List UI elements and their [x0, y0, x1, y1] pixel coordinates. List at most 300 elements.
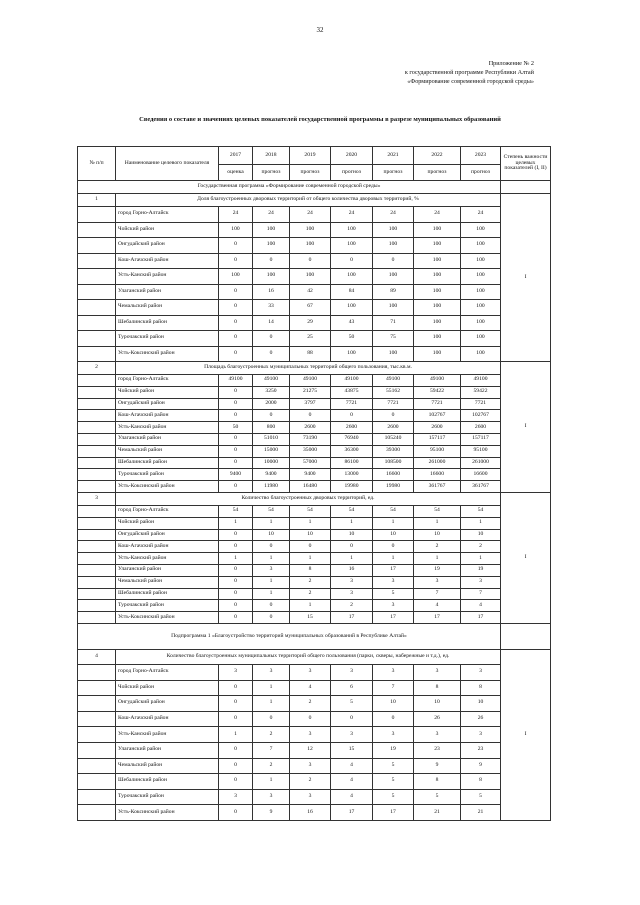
value-cell: 2	[253, 758, 290, 774]
value-cell: 0	[253, 612, 290, 624]
value-cell: 7721	[331, 398, 373, 410]
value-cell: 0	[219, 564, 253, 576]
empty-number-cell	[78, 222, 116, 238]
value-cell: 19980	[331, 481, 373, 493]
value-cell: 1	[331, 553, 373, 565]
value-cell: 12	[290, 742, 331, 758]
municipality-name: Усть-Коксинский район	[116, 805, 219, 821]
value-cell: 3	[373, 727, 414, 743]
municipality-name: Турочакский район	[116, 331, 219, 347]
value-cell: 1	[219, 517, 253, 529]
value-cell: 10	[461, 529, 501, 541]
value-cell: 0	[219, 315, 253, 331]
value-cell: 0	[331, 711, 373, 727]
empty-number-cell	[78, 331, 116, 347]
value-cell: 0	[253, 541, 290, 553]
value-cell: 100	[414, 331, 461, 347]
value-cell: 100	[461, 346, 501, 362]
table-row	[78, 433, 551, 445]
table-row	[78, 805, 551, 821]
value-cell: 57000	[290, 457, 331, 469]
value-cell: 0	[219, 529, 253, 541]
value-cell: 1	[253, 774, 290, 790]
value-cell: 100	[373, 269, 414, 285]
value-cell: 16600	[373, 469, 414, 481]
value-cell: 1	[414, 517, 461, 529]
value-cell: 100	[414, 284, 461, 300]
value-cell: 100	[290, 269, 331, 285]
value-cell: 2	[290, 774, 331, 790]
value-cell: 17	[373, 612, 414, 624]
value-cell: 108500	[373, 457, 414, 469]
value-cell: 10	[253, 529, 290, 541]
value-cell: 26	[461, 711, 501, 727]
value-cell: 0	[219, 711, 253, 727]
indicator-row	[78, 492, 551, 505]
value-cell: 3	[331, 588, 373, 600]
municipality-name: Усть-Канский район	[116, 422, 219, 434]
value-cell: 55162	[373, 386, 414, 398]
value-cell: 7721	[461, 398, 501, 410]
value-cell: 105240	[373, 433, 414, 445]
value-cell: 10	[414, 696, 461, 712]
empty-number-cell	[78, 398, 116, 410]
municipality-name: Чемальский район	[116, 758, 219, 774]
value-cell: 59422	[414, 386, 461, 398]
empty-number-cell	[78, 253, 116, 269]
value-cell: 17	[373, 805, 414, 821]
value-cell: 3	[253, 789, 290, 805]
value-cell: 24	[290, 207, 331, 223]
value-cell: 24	[373, 207, 414, 223]
page-number: 32	[316, 26, 324, 34]
value-cell: 2600	[461, 422, 501, 434]
kind-header: прогноз	[290, 165, 331, 181]
value-cell: 157117	[414, 433, 461, 445]
value-cell: 49100	[219, 375, 253, 387]
value-cell: 1	[373, 517, 414, 529]
empty-number-cell	[78, 410, 116, 422]
value-cell: 0	[219, 457, 253, 469]
value-cell: 0	[290, 541, 331, 553]
value-cell: 0	[219, 300, 253, 316]
value-cell: 7721	[414, 398, 461, 410]
table-row	[78, 564, 551, 576]
value-cell: 16	[331, 564, 373, 576]
empty-number-cell	[78, 758, 116, 774]
value-cell: 0	[253, 331, 290, 347]
value-cell: 3	[290, 789, 331, 805]
value-cell: 0	[219, 742, 253, 758]
value-cell: 3	[219, 789, 253, 805]
value-cell: 3	[461, 664, 501, 680]
table-row	[78, 469, 551, 481]
value-cell: 100	[414, 315, 461, 331]
value-cell: 35000	[290, 445, 331, 457]
value-cell: 100	[373, 346, 414, 362]
value-cell: 36300	[331, 445, 373, 457]
municipality-name: Онгудайский район	[116, 398, 219, 410]
indicator-title: Площадь благоустроенных муниципальных территорий общего пользования, тыс.кв.м.	[116, 362, 501, 375]
value-cell: 24	[414, 207, 461, 223]
municipality-name: Онгудайский район	[116, 238, 219, 254]
value-cell: 100	[461, 284, 501, 300]
table-row	[78, 742, 551, 758]
municipality-name: Онгудайский район	[116, 529, 219, 541]
value-cell: 88	[290, 346, 331, 362]
value-cell: 100	[461, 315, 501, 331]
kind-header: оценка	[219, 165, 253, 181]
table-row	[78, 505, 551, 517]
importance-degree: I	[501, 362, 551, 493]
municipality-name: Шебалинский район	[116, 315, 219, 331]
empty-number-cell	[78, 576, 116, 588]
municipality-name: Улаганский район	[116, 564, 219, 576]
value-cell: 0	[219, 774, 253, 790]
section-title: Государственная программа «Формирование современной городской среды»	[78, 181, 501, 194]
value-cell: 76940	[331, 433, 373, 445]
value-cell: 29	[290, 315, 331, 331]
table-row	[78, 422, 551, 434]
value-cell: 5	[331, 696, 373, 712]
value-cell: 2	[290, 696, 331, 712]
value-cell: 5	[373, 789, 414, 805]
table-row	[78, 398, 551, 410]
value-cell: 1	[290, 553, 331, 565]
table-row	[78, 331, 551, 347]
value-cell: 0	[219, 576, 253, 588]
value-cell: 361767	[461, 481, 501, 493]
empty-number-cell	[78, 375, 116, 387]
table-row	[78, 284, 551, 300]
year-header: 2023	[461, 147, 501, 165]
value-cell: 16600	[414, 469, 461, 481]
value-cell: 2	[414, 541, 461, 553]
value-cell: 54	[290, 505, 331, 517]
value-cell: 0	[219, 541, 253, 553]
value-cell: 23	[461, 742, 501, 758]
appendix-line: «Формирование современной городской среды»	[407, 78, 534, 85]
value-cell: 0	[219, 445, 253, 457]
value-cell: 0	[219, 612, 253, 624]
municipality-name: Чемальский район	[116, 300, 219, 316]
value-cell: 19	[461, 564, 501, 576]
value-cell: 95100	[414, 445, 461, 457]
value-cell: 2	[290, 576, 331, 588]
value-cell: 10000	[253, 457, 290, 469]
municipality-name: Шебалинский район	[116, 457, 219, 469]
value-cell: 49100	[461, 375, 501, 387]
value-cell: 0	[219, 481, 253, 493]
subprogram-degree-cell	[501, 623, 551, 649]
value-cell: 2600	[414, 422, 461, 434]
importance-degree: I	[501, 492, 551, 623]
municipality-name: Чойский район	[116, 386, 219, 398]
value-cell: 0	[219, 398, 253, 410]
table-row	[78, 315, 551, 331]
municipality-name: Турочакский район	[116, 600, 219, 612]
empty-number-cell	[78, 445, 116, 457]
empty-number-cell	[78, 711, 116, 727]
value-cell: 100	[290, 222, 331, 238]
municipality-name: Шебалинский район	[116, 588, 219, 600]
value-cell: 0	[219, 433, 253, 445]
value-cell: 14	[253, 315, 290, 331]
value-cell: 8	[461, 774, 501, 790]
value-cell: 0	[253, 711, 290, 727]
empty-number-cell	[78, 664, 116, 680]
value-cell: 8	[414, 680, 461, 696]
indicators-table	[77, 146, 551, 821]
value-cell: 100	[414, 238, 461, 254]
value-cell: 100	[414, 346, 461, 362]
value-cell: 0	[219, 680, 253, 696]
empty-number-cell	[78, 727, 116, 743]
municipality-name: Кош-Агачский район	[116, 410, 219, 422]
table-row	[78, 222, 551, 238]
table-row	[78, 576, 551, 588]
value-cell: 100	[331, 300, 373, 316]
value-cell: 1	[219, 553, 253, 565]
value-cell: 100	[461, 253, 501, 269]
value-cell: 21275	[290, 386, 331, 398]
municipality-name: Усть-Коксинский район	[116, 612, 219, 624]
empty-number-cell	[78, 315, 116, 331]
value-cell: 4	[414, 600, 461, 612]
value-cell: 4	[461, 600, 501, 612]
indicator-number: 2	[78, 362, 116, 375]
value-cell: 0	[219, 758, 253, 774]
value-cell: 100	[290, 238, 331, 254]
value-cell: 1	[253, 553, 290, 565]
empty-number-cell	[78, 541, 116, 553]
year-header: 2020	[331, 147, 373, 165]
value-cell: 2	[331, 600, 373, 612]
value-cell: 24	[331, 207, 373, 223]
value-cell: 89	[373, 284, 414, 300]
empty-number-cell	[78, 680, 116, 696]
year-header: 2019	[290, 147, 331, 165]
value-cell: 100	[253, 222, 290, 238]
table-row	[78, 346, 551, 362]
kind-header: прогноз	[414, 165, 461, 181]
value-cell: 86100	[331, 457, 373, 469]
table-row	[78, 253, 551, 269]
value-cell: 15	[290, 612, 331, 624]
value-cell: 1	[461, 553, 501, 565]
value-cell: 1	[331, 517, 373, 529]
value-cell: 1	[253, 696, 290, 712]
section-row	[78, 181, 551, 194]
municipality-name: Кош-Агачский район	[116, 253, 219, 269]
municipality-name: Усть-Канский район	[116, 553, 219, 565]
indicator-title: Количество благоустроенных муниципальных территорий общего пользования (парки, скверы, набережные и т.д.), ед.	[116, 649, 501, 664]
value-cell: 54	[373, 505, 414, 517]
value-cell: 3	[373, 664, 414, 680]
year-header: 2018	[253, 147, 290, 165]
municipality-name: Усть-Коксинский район	[116, 481, 219, 493]
value-cell: 261000	[414, 457, 461, 469]
value-cell: 59422	[461, 386, 501, 398]
year-header: 2021	[373, 147, 414, 165]
value-cell: 361767	[414, 481, 461, 493]
value-cell: 100	[414, 300, 461, 316]
value-cell: 0	[373, 541, 414, 553]
empty-number-cell	[78, 457, 116, 469]
value-cell: 16600	[461, 469, 501, 481]
value-cell: 54	[219, 505, 253, 517]
table-row	[78, 269, 551, 285]
value-cell: 19	[373, 742, 414, 758]
value-cell: 2	[253, 727, 290, 743]
table-row	[78, 300, 551, 316]
value-cell: 2	[461, 541, 501, 553]
value-cell: 157117	[461, 433, 501, 445]
value-cell: 50	[331, 331, 373, 347]
value-cell: 4	[290, 680, 331, 696]
table-body	[78, 181, 551, 821]
empty-number-cell	[78, 300, 116, 316]
value-cell: 102767	[461, 410, 501, 422]
section-degree-cell	[501, 181, 551, 194]
empty-number-cell	[78, 481, 116, 493]
col-degree-header: Степень важности целевых показателей (I, II)	[501, 147, 551, 181]
empty-number-cell	[78, 564, 116, 576]
municipality-name: Чойский район	[116, 517, 219, 529]
value-cell: 75	[373, 331, 414, 347]
table-row	[78, 445, 551, 457]
value-cell: 9400	[253, 469, 290, 481]
value-cell: 100	[373, 300, 414, 316]
table-row	[78, 553, 551, 565]
kind-header: прогноз	[373, 165, 414, 181]
value-cell: 11980	[253, 481, 290, 493]
value-cell: 33	[253, 300, 290, 316]
municipality-name: Турочакский район	[116, 469, 219, 481]
municipality-name: Чемальский район	[116, 445, 219, 457]
table-row	[78, 680, 551, 696]
value-cell: 0	[219, 588, 253, 600]
col-number-header: № п/п	[78, 147, 116, 181]
value-cell: 95100	[461, 445, 501, 457]
value-cell: 3	[461, 727, 501, 743]
value-cell: 9	[461, 758, 501, 774]
value-cell: 5	[373, 758, 414, 774]
appendix-line: Приложение № 2	[488, 60, 534, 67]
municipality-name: город Горно-Алтайск	[116, 505, 219, 517]
value-cell: 54	[414, 505, 461, 517]
municipality-name: Онгудайский район	[116, 696, 219, 712]
value-cell: 3	[414, 576, 461, 588]
value-cell: 17	[331, 805, 373, 821]
indicator-row	[78, 194, 551, 207]
value-cell: 3	[253, 564, 290, 576]
value-cell: 9	[414, 758, 461, 774]
table-row	[78, 386, 551, 398]
value-cell: 4	[331, 789, 373, 805]
table-row	[78, 541, 551, 553]
value-cell: 7	[253, 742, 290, 758]
empty-number-cell	[78, 433, 116, 445]
value-cell: 7	[373, 680, 414, 696]
empty-number-cell	[78, 805, 116, 821]
value-cell: 0	[253, 600, 290, 612]
value-cell: 9400	[219, 469, 253, 481]
value-cell: 3	[373, 600, 414, 612]
value-cell: 3	[253, 664, 290, 680]
value-cell: 49100	[253, 375, 290, 387]
value-cell: 3	[414, 664, 461, 680]
value-cell: 100	[414, 269, 461, 285]
empty-number-cell	[78, 529, 116, 541]
value-cell: 2000	[253, 398, 290, 410]
empty-number-cell	[78, 742, 116, 758]
value-cell: 10	[373, 696, 414, 712]
value-cell: 7	[414, 588, 461, 600]
value-cell: 0	[219, 600, 253, 612]
table-row	[78, 238, 551, 254]
value-cell: 8	[461, 680, 501, 696]
value-cell: 17	[461, 612, 501, 624]
table-row	[78, 711, 551, 727]
table-row	[78, 774, 551, 790]
value-cell: 4	[331, 774, 373, 790]
value-cell: 3	[331, 727, 373, 743]
indicator-row	[78, 649, 551, 664]
value-cell: 0	[219, 696, 253, 712]
kind-header: прогноз	[331, 165, 373, 181]
value-cell: 0	[331, 410, 373, 422]
value-cell: 3	[219, 664, 253, 680]
value-cell: 0	[373, 253, 414, 269]
value-cell: 17	[373, 564, 414, 576]
value-cell: 0	[219, 410, 253, 422]
empty-number-cell	[78, 505, 116, 517]
table-row	[78, 588, 551, 600]
value-cell: 3250	[253, 386, 290, 398]
kind-header: прогноз	[461, 165, 501, 181]
document-heading: Сведения о составе и значениях целевых показателей государственной программы в разрезе муниципальных образований	[139, 116, 501, 123]
value-cell: 67	[290, 300, 331, 316]
value-cell: 1	[461, 517, 501, 529]
indicator-number: 1	[78, 194, 116, 207]
value-cell: 5	[373, 774, 414, 790]
value-cell: 10	[461, 696, 501, 712]
municipality-name: Улаганский район	[116, 742, 219, 758]
empty-number-cell	[78, 386, 116, 398]
indicator-number: 4	[78, 649, 116, 664]
municipality-name: город Горно-Алтайск	[116, 375, 219, 387]
value-cell: 100	[331, 238, 373, 254]
value-cell: 1	[219, 727, 253, 743]
value-cell: 3	[290, 664, 331, 680]
indicator-title: Доля благоустроенных дворовых территорий от общего количества дворовых территорий, %	[116, 194, 501, 207]
table-row	[78, 457, 551, 469]
appendix-line: к государственной программе Республики Алтай	[404, 69, 534, 76]
value-cell: 9	[253, 805, 290, 821]
value-cell: 13000	[331, 469, 373, 481]
value-cell: 3	[290, 758, 331, 774]
value-cell: 7721	[373, 398, 414, 410]
empty-number-cell	[78, 284, 116, 300]
value-cell: 50	[219, 422, 253, 434]
municipality-name: Усть-Канский район	[116, 727, 219, 743]
value-cell: 100	[331, 269, 373, 285]
table-row	[78, 727, 551, 743]
value-cell: 3797	[290, 398, 331, 410]
value-cell: 3	[414, 727, 461, 743]
importance-degree: I	[501, 649, 551, 820]
